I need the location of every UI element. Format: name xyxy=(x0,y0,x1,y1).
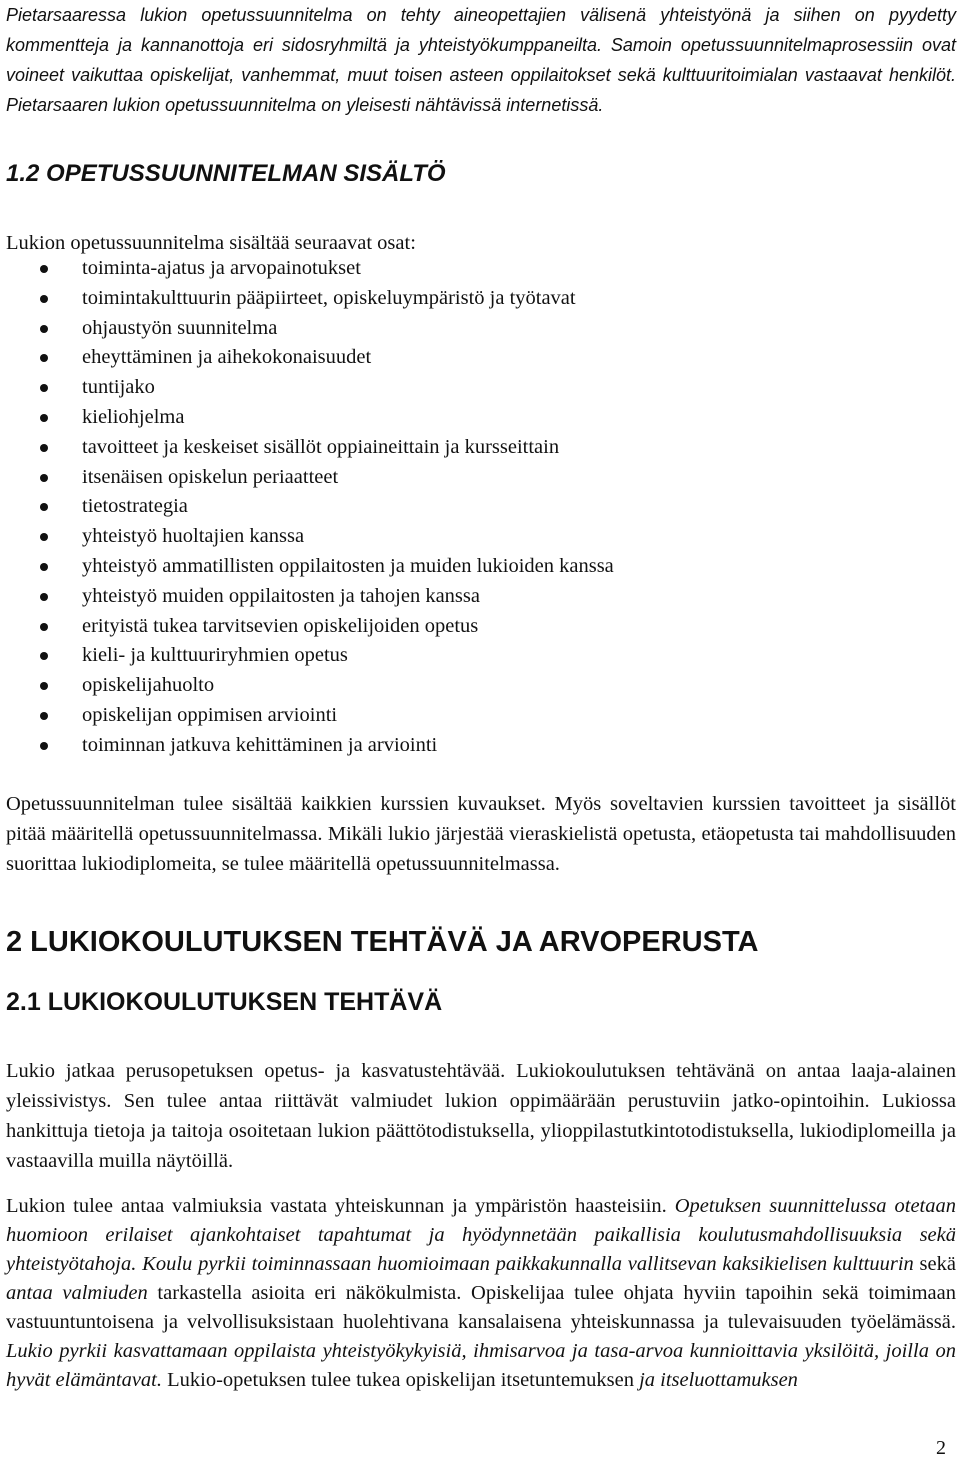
bullet-icon xyxy=(40,325,48,333)
bullet-icon xyxy=(40,652,48,660)
section-heading-2-1: 2.1 LUKIOKOULUTUKSEN TEHTÄVÄ xyxy=(6,988,443,1016)
list-item: tuntijako xyxy=(0,373,614,403)
list-item: ohjaustyön suunnitelma xyxy=(0,314,614,344)
contents-bullet-list xyxy=(0,254,614,761)
list-item: erityistä tukea tarvitsevien opiskelijoiden opetus xyxy=(0,612,614,642)
list-item: opiskelijahuolto xyxy=(0,671,614,701)
task-paragraph-1: Lukio jatkaa perusopetuksen opetus- ja kasvatustehtävää. Lukiokoulutuksen tehtävänä on antaa laaja-alainen yleissivistys. Sen tulee antaa riittävät valmiudet lukion oppimäärään perustuviin jatko-opintoihin. Lukiossa hankittuja tietoja ja taitoja osoitetaan lukion päättötodistuksella, ylioppilastutkintotodistuksella, lukiodiplomeilla ja vastaavilla muilla näytöillä. xyxy=(6,1060,956,1172)
list-item: toiminnan jatkuva kehittäminen ja arviointi xyxy=(0,731,614,761)
chapter-heading-2: 2 LUKIOKOULUTUKSEN TEHTÄVÄ JA ARVOPERUSTA xyxy=(6,926,759,958)
list-item: toiminta-ajatus ja arvopainotukset xyxy=(0,254,614,284)
list-item: itsenäisen opiskelun periaatteet xyxy=(0,463,614,493)
bullet-icon xyxy=(40,533,48,541)
bullet-icon xyxy=(40,682,48,690)
list-item: kieliohjelma xyxy=(0,403,614,433)
list-item: kieli- ja kulttuuriryhmien opetus xyxy=(0,641,614,671)
list-item: eheyttäminen ja aihekokonaisuudet xyxy=(0,343,614,373)
list-item: yhteistyö huoltajien kanssa xyxy=(0,522,614,552)
bullet-icon xyxy=(40,742,48,750)
bullet-icon xyxy=(40,295,48,303)
list-item: yhteistyö muiden oppilaitosten ja tahojen kanssa xyxy=(0,582,614,612)
section-heading-1-2: 1.2 OPETUSSUUNNITELMAN SISÄLTÖ xyxy=(6,160,446,187)
list-item: yhteistyö ammatillisten oppilaitosten ja muiden lukioiden kanssa xyxy=(0,552,614,582)
bullet-icon xyxy=(40,444,48,452)
bullet-icon xyxy=(40,265,48,273)
bullet-icon xyxy=(40,384,48,392)
list-item: tietostrategia xyxy=(0,492,614,522)
intro-paragraph: Pietarsaaressa lukion opetussuunnitelma on tehty aineopettajien välisenä yhteistyönä ja siihen on pyydetty kommentteja ja kannanottoja eri sidosryhmiltä ja yhteistyökumppaneilta. Samoin opetussuunnitelmaprosessiin ovat voineet vaikuttaa opiskelijat, vanhemmat, muut toisen asteen oppilaitokset sekä kulttuuritoimialan vastaavat henkilöt. Pietarsaaren lukion opetussuunnitelma on yleisesti nähtävissä internetissä. xyxy=(6,5,956,115)
list-item: toimintakulttuurin pääpiirteet, opiskeluympäristö ja työtavat xyxy=(0,284,614,314)
bullet-icon xyxy=(40,623,48,631)
bullet-icon xyxy=(40,474,48,482)
bullet-icon xyxy=(40,712,48,720)
page-number: 2 xyxy=(936,1437,946,1459)
bullet-icon xyxy=(40,414,48,422)
contents-closing-paragraph: Opetussuunnitelman tulee sisältää kaikkien kurssien kuvaukset. Myös soveltavien kurssien tavoitteet ja sisällöt pitää määritellä opetussuunnitelmassa. Mikäli lukio järjestää vieraskielistä opetusta, etäopetusta tai mahdollisuuden suorittaa lukiodiplomeita, se tulee määritellä opetussuunnitelmassa. xyxy=(6,793,956,875)
bullet-icon xyxy=(40,563,48,571)
bullet-icon xyxy=(40,354,48,362)
contents-lead-text: Lukion opetussuunnitelma sisältää seuraavat osat: xyxy=(6,232,416,254)
task-paragraph-2: Lukion tulee antaa valmiuksia vastata yhteiskunnan ja ympäristön haasteisiin. Opetuksen suunnittelussa otetaan huomioon erilaiset ajankohtaiset tapahtumat ja hyödynnetään paikallisia koulutusmahdollisuuksia sekä yhteistyötahoja. Koulu pyrkii toiminnassaan huomioimaan paikkakunnalla vallitsevan kaksikielisen kulttuurin sekä antaa valmiuden tarkastella asioita eri näkökulmista. Opiskelijaa tulee ohjata hyviin tapoihin sekä toimimaan vastuuntuntoisena ja velvollisuksistaan huolehtivana kansalaisena yhteiskunnassa ja tulevaisuuden työelämässä. Lukio pyrkii kasvattamaan oppilaista yhteistyökykyisiä, ihmisarvoa ja tasa-arvoa kunnioittavia yksilöitä, joilla on hyvät elämäntavat. Lukio-opetuksen tulee tukea opiskelijan itsetuntemuksen ja itseluottamuksen xyxy=(6,1195,956,1391)
list-item: tavoitteet ja keskeiset sisällöt oppiaineittain ja kursseittain xyxy=(0,433,614,463)
bullet-icon xyxy=(40,503,48,511)
bullet-icon xyxy=(40,593,48,601)
list-item: opiskelijan oppimisen arviointi xyxy=(0,701,614,731)
